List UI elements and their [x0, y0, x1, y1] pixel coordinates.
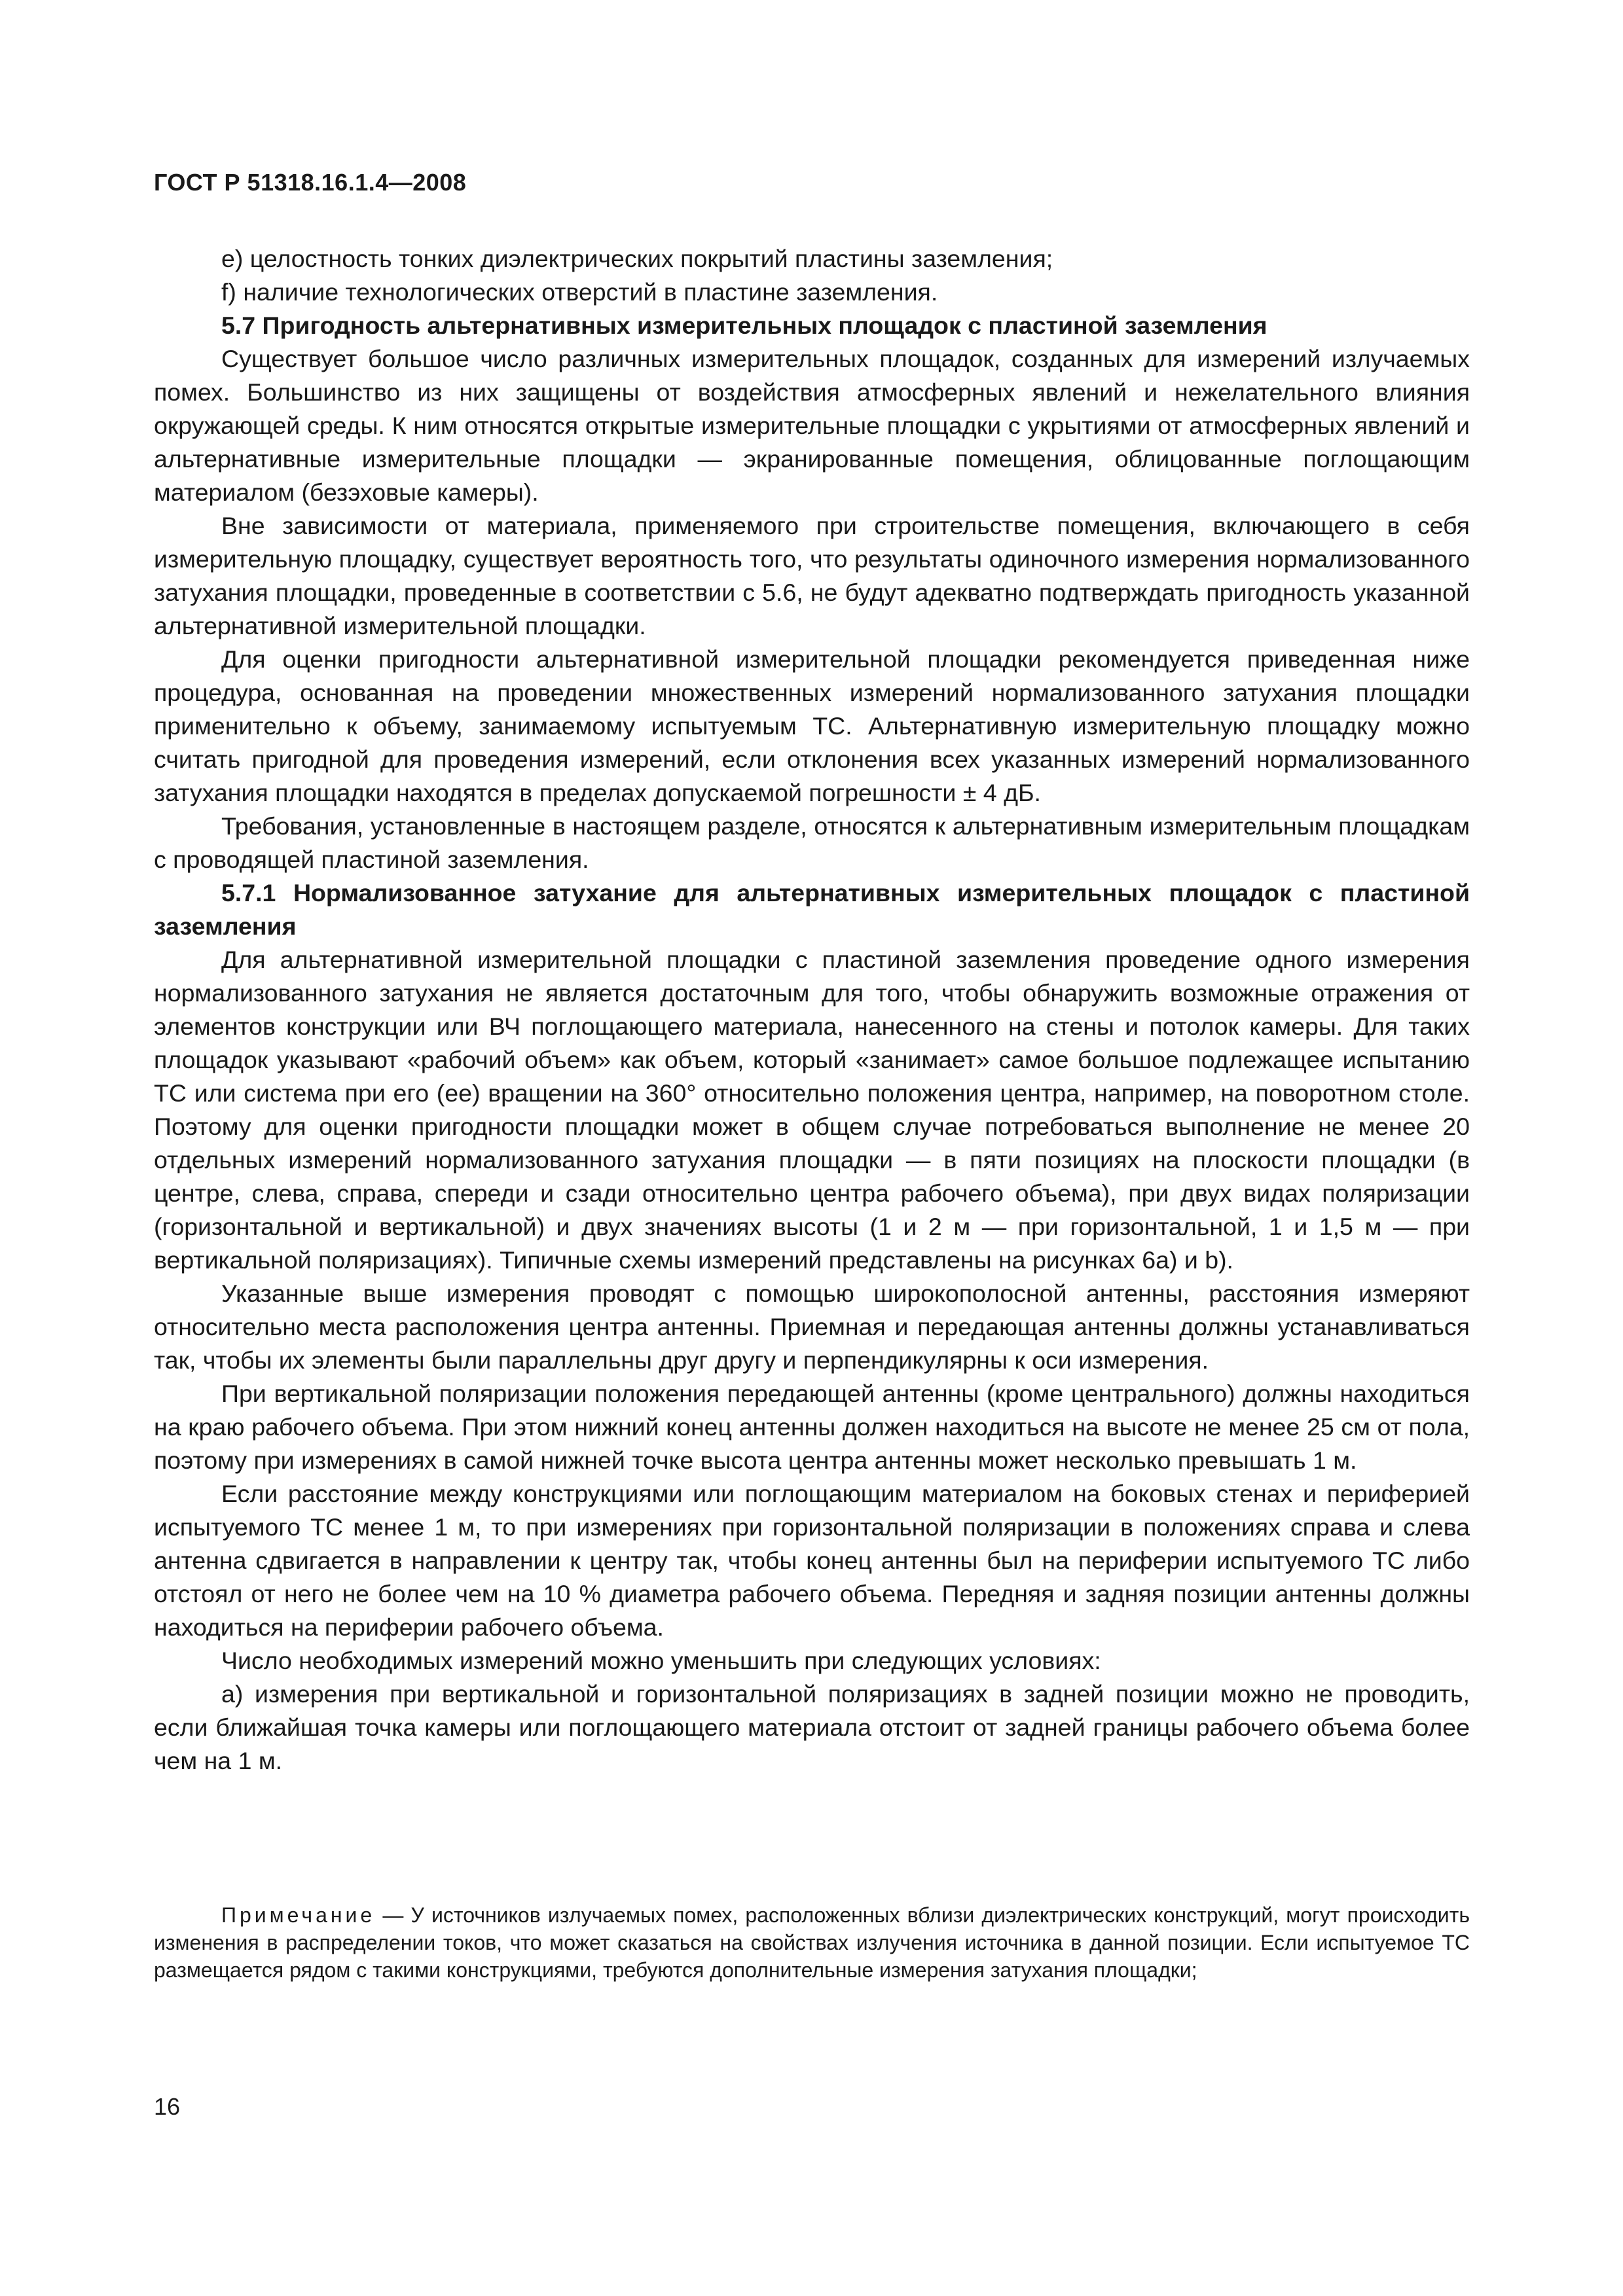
paragraph: Существует большое число различных измерительных площадок, созданных для измерений излучаемых помех. Большинство из них защищены от воздействия атмосферных явлений и нежелательного влияния окружающей среды. К ним относятся открытые измерительные площадки с укрытиями от атмосферных явлений и альтернативные измерительные площадки — экранированные помещения, облицованные поглощающим материалом (безэховые камеры). [154, 345, 1470, 506]
paragraph: Число необходимых измерений можно уменьшить при следующих условиях: [221, 1647, 1101, 1674]
section-5-7-1-heading: 5.7.1 Нормализованное затухание для альтернативных измерительных площадок с пластиной заземления [154, 879, 1470, 940]
body-text [154, 242, 1470, 1778]
note-block [154, 1901, 1470, 1984]
paragraph: Вне зависимости от материала, применяемого при строительстве помещения, включающего в себя измерительную площадку, существует вероятность того, что результаты одиночного измерения нормализованного затухания площадки, проведенные в соответствии с 5.6, не будут адекватно подтверждать пригодность указанной альтернативной измерительной площадки. [154, 512, 1470, 639]
paragraph: Для альтернативной измерительной площадки с пластиной заземления проведение одного измерения нормализованного затухания не является достаточным для того, чтобы обнаружить возможные отражения от элементов конструкции или ВЧ поглощающего материала, нанесенного на стены и потолок камеры. Для таких площадок указывают «рабочий объем» как объем, который «занимает» самое большое подлежащее испытанию ТС или система при его (ее) вращении на 360° относительно положения центра, например, на поворотном столе. Поэтому для оценки пригодности площадки может в общем случае потребоваться выполнение не менее 20 отдельных измерений нормализованного затухания площадки — в пяти позициях на плоскости площадки (в центре, слева, справа, спереди и сзади относительно центра рабочего объема), при двух видах поляризации (горизонтальной и вертикальной) и двух значениях высоты (1 и 2 м — при горизонтальной, 1 и 1,5 м — при вертикальной поляризациях). Типичные схемы измерений представлены на рисунках 6а) и b). [154, 946, 1470, 1274]
paragraph: Если расстояние между конструкциями или поглощающим материалом на боковых стенах и периферией испытуемого ТС менее 1 м, то при измерениях при горизонтальной поляризации в положениях справа и слева антенна сдвигается в направлении к центру так, чтобы конец антенны был на периферии испытуемого ТС либо отстоял от него не более чем на 10 % диаметра рабочего объема. Передняя и задняя позиции антенны должны находиться на периферии рабочего объема. [154, 1480, 1470, 1641]
paragraph: Указанные выше измерения проводят с помощью широкополосной антенны, расстояния измеряют относительно места расположения центра антенны. Приемная и передающая антенны должны устанавливаться так, чтобы их элементы были параллельны друг другу и перпендикулярны к оси измерения. [154, 1280, 1470, 1374]
standard-header: ГОСТ Р 51318.16.1.4—2008 [154, 169, 467, 196]
list-item-a: а) измерения при вертикальной и горизонтальной поляризациях в задней позиции можно не проводить, если ближайшая точка камеры или поглощающего материала отстоит от задней границы рабочего объема более чем на 1 м. [154, 1680, 1470, 1774]
list-item-e: е) целостность тонких диэлектрических покрытий пластины заземления; [221, 245, 1053, 272]
paragraph: Требования, установленные в настоящем разделе, относятся к альтернативным измерительным площадкам с проводящей пластиной заземления. [154, 812, 1470, 873]
page-number: 16 [154, 2093, 181, 2120]
note-text: — У источников излучаемых помех, расположенных вблизи диэлектрических конструкций, могут происходить изменения в распределении токов, что может сказаться на свойствах излучения источника в данной позиции. Если испытуемое ТС размещается рядом с такими конструкциями, требуются дополнительные измерения затухания площадки; [154, 1903, 1470, 1982]
list-item-f: f) наличие технологических отверстий в пластине заземления. [221, 278, 938, 306]
paragraph: Для оценки пригодности альтернативной измерительной площадки рекомендуется приведенная ниже процедура, основанная на проведении множественных измерений нормализованного затухания площадки применительно к объему, занимаемому испытуемым ТС. Альтернативную измерительную площадку можно считать пригодной для проведения измерений, если отклонения всех указанных измерений нормализованного затухания площадки находятся в пределах допускаемой погрешности ± 4 дБ. [154, 645, 1470, 806]
section-5-7-heading: 5.7 Пригодность альтернативных измерительных площадок с пластиной заземления [221, 312, 1267, 339]
note-label: Примечание [221, 1903, 376, 1927]
paragraph: При вертикальной поляризации положения передающей антенны (кроме центрального) должны находиться на краю рабочего объема. При этом нижний конец антенны должен находиться на высоте не менее 25 см от пола, поэтому при измерениях в самой нижней точке высота центра антенны может несколько превышать 1 м. [154, 1380, 1470, 1474]
